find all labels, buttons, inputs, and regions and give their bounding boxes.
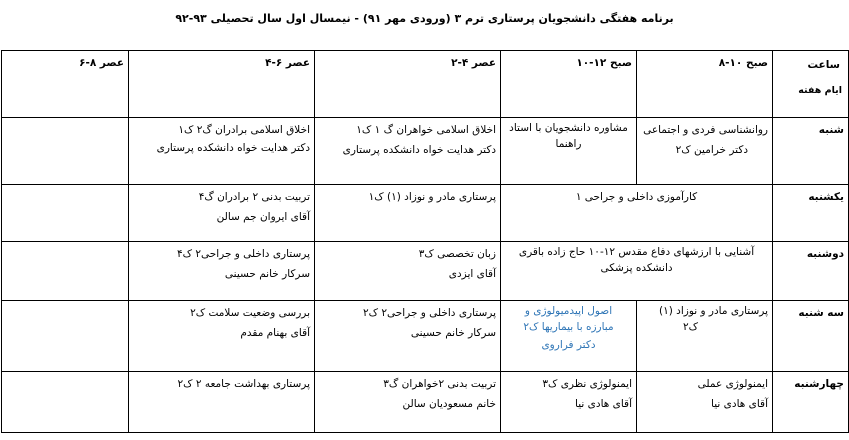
schedule-cell [129, 242, 315, 301]
slot-header: عصر ۶-۴ [129, 51, 315, 118]
course-instructor: دکتر خرامین ک۲ [675, 144, 748, 156]
header-row [2, 51, 849, 118]
course-instructor: سرکار خانم حسینی [410, 327, 496, 339]
schedule-cell [129, 118, 315, 185]
course-instructor: سرکار خانم حسینی [224, 268, 310, 280]
course-room: ک۲ [682, 321, 698, 333]
course-instructor: آقای ایزدی [448, 268, 496, 280]
schedule-cell [501, 242, 773, 301]
table-row [2, 118, 849, 185]
course-name: تربیت بدنی ۲خواهران گ۳ [383, 378, 496, 390]
course-name: پرستاری داخلی و جراحی۲ ک۴ [176, 248, 310, 260]
schedule-cell [315, 185, 501, 242]
day-cell: یکشنبه [773, 185, 849, 242]
table-row [2, 372, 849, 433]
schedule-cell [129, 372, 315, 433]
slot-header: صبح ۱۰-۸ [637, 51, 773, 118]
schedule-cell [637, 372, 773, 433]
header-corner-cell [773, 51, 849, 118]
schedule-cell [501, 301, 637, 372]
slot-header: عصر ۸-۶ [2, 51, 129, 118]
schedule-cell [2, 301, 129, 372]
course-instructor: آقای ایروان جم سالن [216, 211, 310, 223]
slot-header: عصر ۴-۲ [315, 51, 501, 118]
page-title: برنامه هفتگی دانشجویان پرستاری ترم ۳ (ورودی مهر ۹۱) - نیمسال اول سال تحصیلی ۹۳-۹۲ [175, 12, 674, 25]
course-name: اخلاق اسلامی برادران گ۲ ک۱ [178, 124, 310, 136]
day-cell: دوشنبه [773, 242, 849, 301]
schedule-cell [2, 372, 129, 433]
course-name: ایمنولوژی عملی [697, 378, 768, 390]
course-name: تربیت بدنی ۲ برادران گ۴ [198, 191, 310, 203]
schedule-cell [315, 118, 501, 185]
course-name: پرستاری مادر و نوزاد (۱) [658, 305, 768, 317]
course-name: آشنایی با ارزشهای دفاع مقدس ۱۲-۱۰ حاج زاده باقری [518, 246, 755, 258]
course-name: اخلاق اسلامی خواهران گ ۱ ک۱ [356, 124, 496, 136]
table-row [2, 185, 849, 242]
course-name: پرستاری مادر و نوزاد (۱) ک۱ [368, 191, 496, 203]
table-row [2, 301, 849, 372]
schedule-cell [315, 301, 501, 372]
course-location: دانشکده پزشکی [600, 262, 673, 274]
course-name: اصول اپیدمیولوژی و [524, 305, 613, 317]
course-name: زبان تخصصی ک۳ [418, 248, 496, 260]
schedule-cell [315, 242, 501, 301]
day-header: ایام هفته [798, 85, 842, 96]
course-name: روانشناسی فردی و اجتماعی [643, 124, 768, 136]
course-name: مشاوره دانشجویان با استاد راهنما [509, 122, 628, 150]
course-name: مبارزه با بیماریها ک۲ [523, 321, 614, 333]
schedule-cell [637, 301, 773, 372]
course-instructor: خانم مسعودیان سالن [402, 398, 496, 410]
course-name: کارآموزی داخلی و جراحی ۱ [575, 191, 698, 203]
schedule-cell [2, 118, 129, 185]
schedule-cell [129, 185, 315, 242]
schedule-cell [2, 185, 129, 242]
schedule-cell [501, 372, 637, 433]
day-cell: سه شنبه [773, 301, 849, 372]
time-header: ساعت [807, 59, 840, 71]
course-name: بررسی وضعیت سلامت ک۲ [190, 307, 310, 319]
schedule-cell [129, 301, 315, 372]
course-instructor: دکتر فراروی [541, 339, 596, 351]
day-cell: شنبه [773, 118, 849, 185]
schedule-table [1, 50, 849, 433]
schedule-cell [637, 118, 773, 185]
course-name: پرستاری داخلی و جراحی۲ ک۲ [362, 307, 496, 319]
course-name: پرستاری بهداشت جامعه ۲ ک۲ [177, 378, 310, 390]
table-row [2, 242, 849, 301]
course-instructor: آقای هادی نیا [711, 398, 768, 410]
course-instructor: دکتر هدایت خواه دانشکده پرستاری [156, 142, 310, 154]
day-cell: چهارشنبه [773, 372, 849, 433]
slot-header: صبح ۱۲-۱۰ [501, 51, 637, 118]
schedule-cell [315, 372, 501, 433]
schedule-cell [2, 242, 129, 301]
course-name: ایمنولوژی نظری ک۳ [542, 378, 632, 390]
schedule-cell [501, 185, 773, 242]
course-instructor: دکتر هدایت خواه دانشکده پرستاری [342, 144, 496, 156]
schedule-cell [501, 118, 637, 185]
course-instructor: آقای بهنام مقدم [240, 327, 310, 339]
course-instructor: آقای هادی نیا [575, 398, 632, 410]
